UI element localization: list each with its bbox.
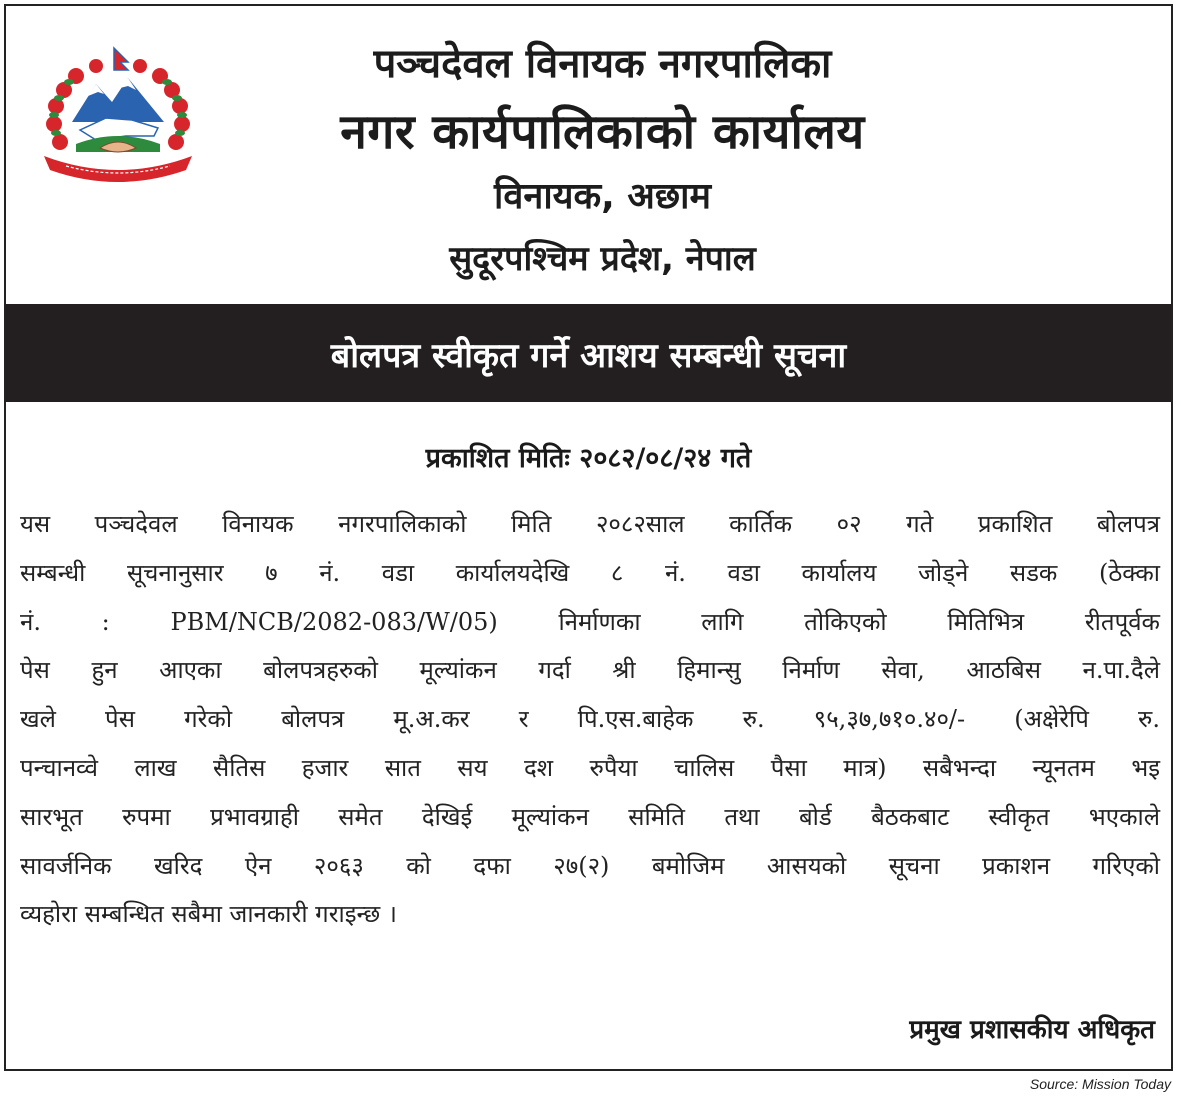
office-name: नगर कार्यपालिकाको कार्यालय [340, 104, 865, 160]
notice-body-line: यस पञ्चदेवल विनायक नगरपालिकाको मिति २०८२साल कार्तिक ०२ गते प्रकाशित बोलपत्र [20, 510, 1160, 538]
notice-body-line: सारभूत रुपमा प्रभावग्राही समेत देखिई मूल्यांकन समिति तथा बोर्ड बैठकबाट स्वीकृत भएकाले [20, 802, 1160, 831]
province-country: सुदूरपश्चिम प्रदेश, नेपाल [449, 239, 756, 279]
notice-body-line: पेस हुन आएका बोलपत्रहरुको मूल्यांकन गर्दा श्री हिमान्सु निर्माण सेवा, आठबिस न.पा.दैले [20, 656, 1160, 685]
municipality-name: पञ्चदेवल विनायक नगरपालिका [373, 41, 832, 87]
published-date: प्रकाशित मितिः २०८२/०८/२४ गते [425, 443, 752, 474]
notice-body-line: नं. : PBM/NCB/2082-083/W/05) निर्माणका लागि तोकिएको मितिभित्र रीतपूर्वक [20, 607, 1160, 636]
office-location: विनायक, अछाम [494, 176, 711, 217]
notice-frame [4, 4, 1173, 1071]
signatory-title: प्रमुख प्रशासकीय अधिकृत [909, 1015, 1155, 1045]
notice-body-line: पन्चानव्वे लाख सैतिस हजार सात सय दश रुपैया चालिस पैसा मात्र) सबैभन्दा न्यूनतम भइ [20, 753, 1160, 782]
notice-body-line: सावर्जनिक खरिद ऐन २०६३ को दफा २७(२) बमोजिम आसयको सूचना प्रकाशन गरिएको [20, 851, 1160, 880]
notice-body-line: व्यहोरा सम्बन्धित सबैमा जानकारी गराइन्छ । [20, 900, 397, 929]
notice-title: बोलपत्र स्वीकृत गर्ने आशय सम्बन्धी सूचना [330, 336, 847, 376]
notice-body-line: सम्बन्धी सूचनानुसार ७ नं. वडा कार्यालयदेखि ८ नं. वडा कार्यालय जोड्ने सडक (ठेक्का [20, 558, 1160, 587]
notice-body-line: खले पेस गरेको बोलपत्र मू.अ.कर र पि.एस.बाहेक रु. ९५,३७,७१०.४०/- (अक्षेरेपि रु. [20, 705, 1160, 734]
notice-body [20, 500, 1160, 939]
source-credit: Source: Mission Today [1029, 1076, 1171, 1092]
notice-title-banner [6, 304, 1171, 402]
